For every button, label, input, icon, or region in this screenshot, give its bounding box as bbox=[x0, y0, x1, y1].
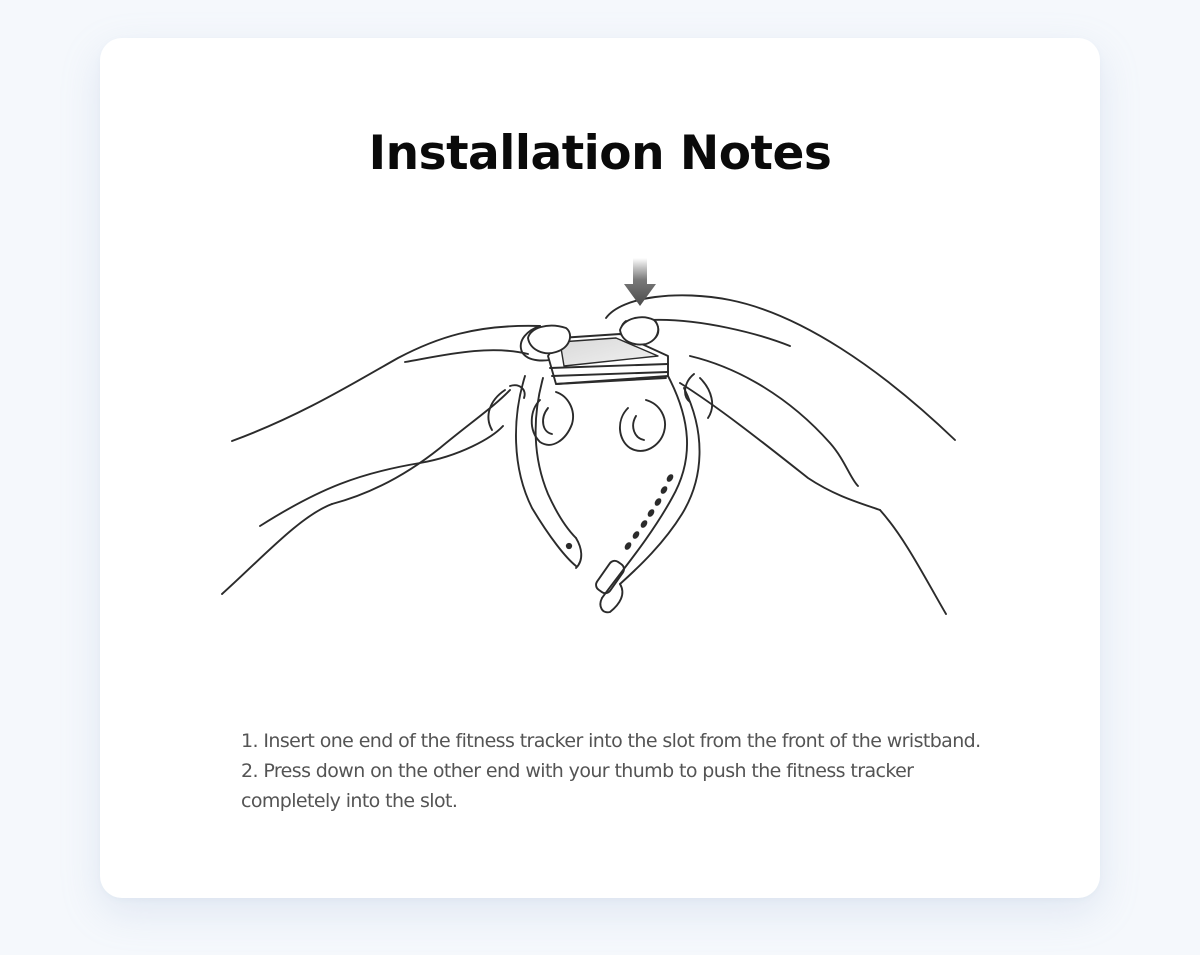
down-arrow-icon bbox=[624, 258, 656, 306]
installation-card bbox=[100, 38, 1100, 898]
installation-illustration bbox=[100, 208, 1100, 638]
left-hand bbox=[222, 326, 560, 594]
instruction-step-1: 1. Insert one end of the fitness tracker into the slot from the front of the wristband. bbox=[241, 730, 981, 752]
instruction-step-2: 2. Press down on the other end with your thumb to push the fitness tracker completely into the slot. bbox=[241, 760, 914, 812]
instruction-list bbox=[241, 726, 991, 816]
right-hand bbox=[606, 295, 955, 614]
page-title: Installation Notes bbox=[368, 126, 832, 181]
wristband bbox=[516, 376, 700, 612]
